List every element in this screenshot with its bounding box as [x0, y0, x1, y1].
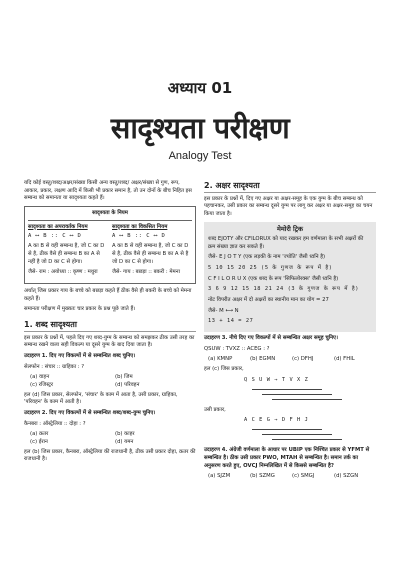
trick-example: जैसे- M ⟷ N — [208, 307, 239, 314]
example-3-options — [204, 356, 376, 364]
arrow-line — [272, 399, 342, 400]
rule-2-heading: सादृश्यता का विकसित नियम — [112, 223, 168, 230]
trick-line-1: जैसे- E J O T Y (एक लड़की के नाम 'ज्योति' जैसी ध्वनि है) — [208, 254, 326, 261]
arrow-line — [262, 394, 332, 395]
arrow-line — [272, 439, 342, 440]
option: (c) DFHJ — [292, 356, 314, 363]
option: (c) SMGJ — [292, 473, 315, 480]
trick-numbers-2: 3 6 9 12 15 18 21 24 (3 के गुणज के रूप में है) — [208, 286, 360, 293]
example-1-question: उदाहरण 1. दिए गए विकल्पों में से सम्बन्धित शब्द चुनिए। — [24, 352, 136, 359]
rule-1-diagram: A ⟷ B :: C ⟷ D — [28, 233, 82, 240]
example-1-solution: हल (d) जिस प्रकार, सेलफोन, 'संचार' के काम में आता है, उसी प्रकार, ग्राहिका, 'परिवहन' के काम में आती है। — [24, 391, 178, 406]
trick-line-3: नोट विपरीत अक्षर में दो अक्षरों का स्थानीय मान का योग = 27 — [208, 297, 329, 304]
option: (b) SZMG — [250, 473, 275, 480]
option: (d) FHIL — [334, 356, 355, 363]
example-3-same: उसी प्रकार, — [204, 406, 226, 413]
pattern-intro: समानता परीक्षण में मुख्यतः चार प्रकार के प्रश्न पूछे जाते हैं। — [24, 306, 136, 313]
example-1-options — [24, 374, 196, 389]
rule-1-example: जैसे- राम : अयोध्या :: कृष्ण : मथुरा — [28, 269, 98, 276]
example-4-question: उदाहरण 4. अंग्रेजी वर्णमाला के आधार पर UBIP एक निश्चित प्रकार से YFMT से सम्बन्धित है। ठीक उसी प्रकार PWO, MTAH से सम्बन्धित है। समान तर्क का अनुसरण करते हुए, OVCJ निम्नलिखित में से किससे सम्बन्धित है? — [204, 447, 370, 469]
option: (b) जिम — [115, 374, 133, 381]
right-column — [204, 180, 376, 483]
rule-2-example: जैसे- गाय : बछड़ा :: बकरी : मेमना — [112, 269, 180, 276]
example-2-stem: कैनबरा : ऑस्ट्रेलिया :: दोहा : ? — [24, 420, 86, 427]
option: (a) SJZM — [208, 473, 231, 480]
section-1-text: इस प्रकार के प्रश्नों में, पहले दिए गए शब्द-युग्म के सम्बन्ध को समझकर ठीक उसी तरह का सम्बन्ध रखने वाला सही विकल्प या दूसरे युग्म के बाद दिया जाता है। — [24, 334, 195, 349]
example-3-question: उदाहरण 3. नीचे दिए गए विकल्पों में से सम्बन्धित अक्षर समूह चुनिए। — [204, 335, 338, 342]
sequence-1: Q S U W → T V X Z — [244, 376, 309, 383]
rule-2-text: A का B से वही सम्बन्ध है, जो C का D से है, ठीक वैसे ही सम्बन्ध B का A से है जो D का C से होगा। — [112, 243, 189, 265]
option: (c) रजिस्ट्रर — [30, 381, 54, 388]
arrow-line — [262, 434, 332, 435]
example-2-solution: हल (b) जिस प्रकार, कैनबरा, ऑस्ट्रेलिया की राजधानी है, ठीक उसी प्रकार दोहा, क़तर की राजधानी है। — [24, 448, 196, 463]
option: (a) वाहन — [30, 374, 50, 381]
memory-trick-title: मेमोरी ट्रिक — [276, 224, 303, 233]
rule-1 — [28, 224, 108, 280]
chapter-subtitle: Analogy Test — [168, 150, 232, 162]
option: (a) KMNP — [208, 356, 233, 363]
sequence-2: A C E G → D F H J — [244, 417, 309, 424]
option: (d) परिवहन — [115, 381, 140, 388]
example-2-question: उदाहरण 2. दिए गए विकल्पों में से सम्बन्धित शब्द/शब्द-युग्म चुनिए। — [24, 410, 156, 416]
trick-numbers-1: 5 10 15 20 25 (5 के गुणज के रूप में है) — [208, 265, 333, 272]
sequence-diagram-2 — [204, 417, 376, 445]
option: (b) EGMN — [250, 356, 276, 363]
option: (b) काहर — [115, 431, 135, 438]
analogy-rules-box — [24, 206, 196, 284]
chapter-number: अध्याय 01 — [167, 79, 233, 97]
intro-paragraph: यदि कोई वस्तु/शब्द/अक्षर/संख्या किसी अन्य वस्तु/शब्द/ अक्षर/संख्या से गुण, रूप, आकार, प्रकार, लक्षण आदि में किसी भी प्रकार समान है, तो उन दोनों के बीच निहित इस सम्बन्ध को समानता या सादृश्यता कहते हैं। — [24, 180, 192, 202]
section-2-heading: 2. अक्षर सादृश्यता — [204, 180, 376, 193]
option: (d) यमन — [115, 439, 134, 446]
rules-note: अर्थात् जिस प्रकार गाय के बच्चे को बछड़ा कहते हैं ठीक वैसे ही बकरी के बच्चे को मेमना कहते हैं। — [24, 288, 192, 302]
example-2-options — [24, 431, 196, 446]
rule-2-diagram: A ⟷ B :: C ⟷ D — [112, 233, 166, 240]
rule-2 — [112, 224, 192, 280]
example-4-options — [204, 473, 376, 481]
trick-line-2: C F I L O R U X (एक शब्द के रूप 'सिफिलोरक्स' जैसी ध्वनि है) — [208, 275, 339, 282]
memory-trick-box — [204, 222, 376, 332]
arrow-line — [252, 429, 322, 430]
example-1-stem: सेलफोन : संचार :: ग्राहिका : ? — [24, 363, 85, 370]
rule-1-heading: सादृश्यता का अपरावर्तक नियम — [28, 223, 88, 230]
chapter-title: सादृश्यता परीक्षण — [110, 111, 290, 145]
option: (c) ईरान — [30, 439, 48, 446]
left-column — [24, 180, 196, 467]
trick-calc: 13 + 14 = 27 — [208, 318, 254, 325]
option: (d) SZGN — [334, 473, 359, 480]
section-1-heading: 1. शब्द सादृश्यता — [24, 319, 196, 332]
option: (a) क़तर — [30, 431, 49, 438]
rule-1-text: A का B से वही सम्बन्ध है, जो C का D से है, ठीक वैसे ही सम्बन्ध B का A से नहीं है जो D का C से होगा। — [28, 243, 105, 265]
section-2-text: इस प्रकार के प्रश्नों में, दिए गए अक्षर या अक्षर-समूह के एक युग्म के बीच सम्बन्ध को पहचानकर, उसी प्रकार का सम्बन्ध दूसरे युग्म पर लागू कर अक्षर या अक्षर-समूह का चयन किया जाता है। — [204, 195, 373, 217]
rules-box-title: सादृश्यता के नियम — [28, 210, 192, 221]
memory-trick-text: शब्द EJOTY और CFILORUX को याद रखकर हम वर्णमाला के सभी अक्षरों की क्रम संख्या ज्ञात कर सकते हैं। — [208, 236, 364, 250]
example-3-solution: हल (c) जिस प्रकार, — [204, 366, 244, 373]
arrow-line — [252, 389, 322, 390]
sequence-diagram-1 — [204, 377, 376, 405]
example-3-stem: QSUW : TVXZ :: ACEG : ? — [204, 345, 270, 352]
